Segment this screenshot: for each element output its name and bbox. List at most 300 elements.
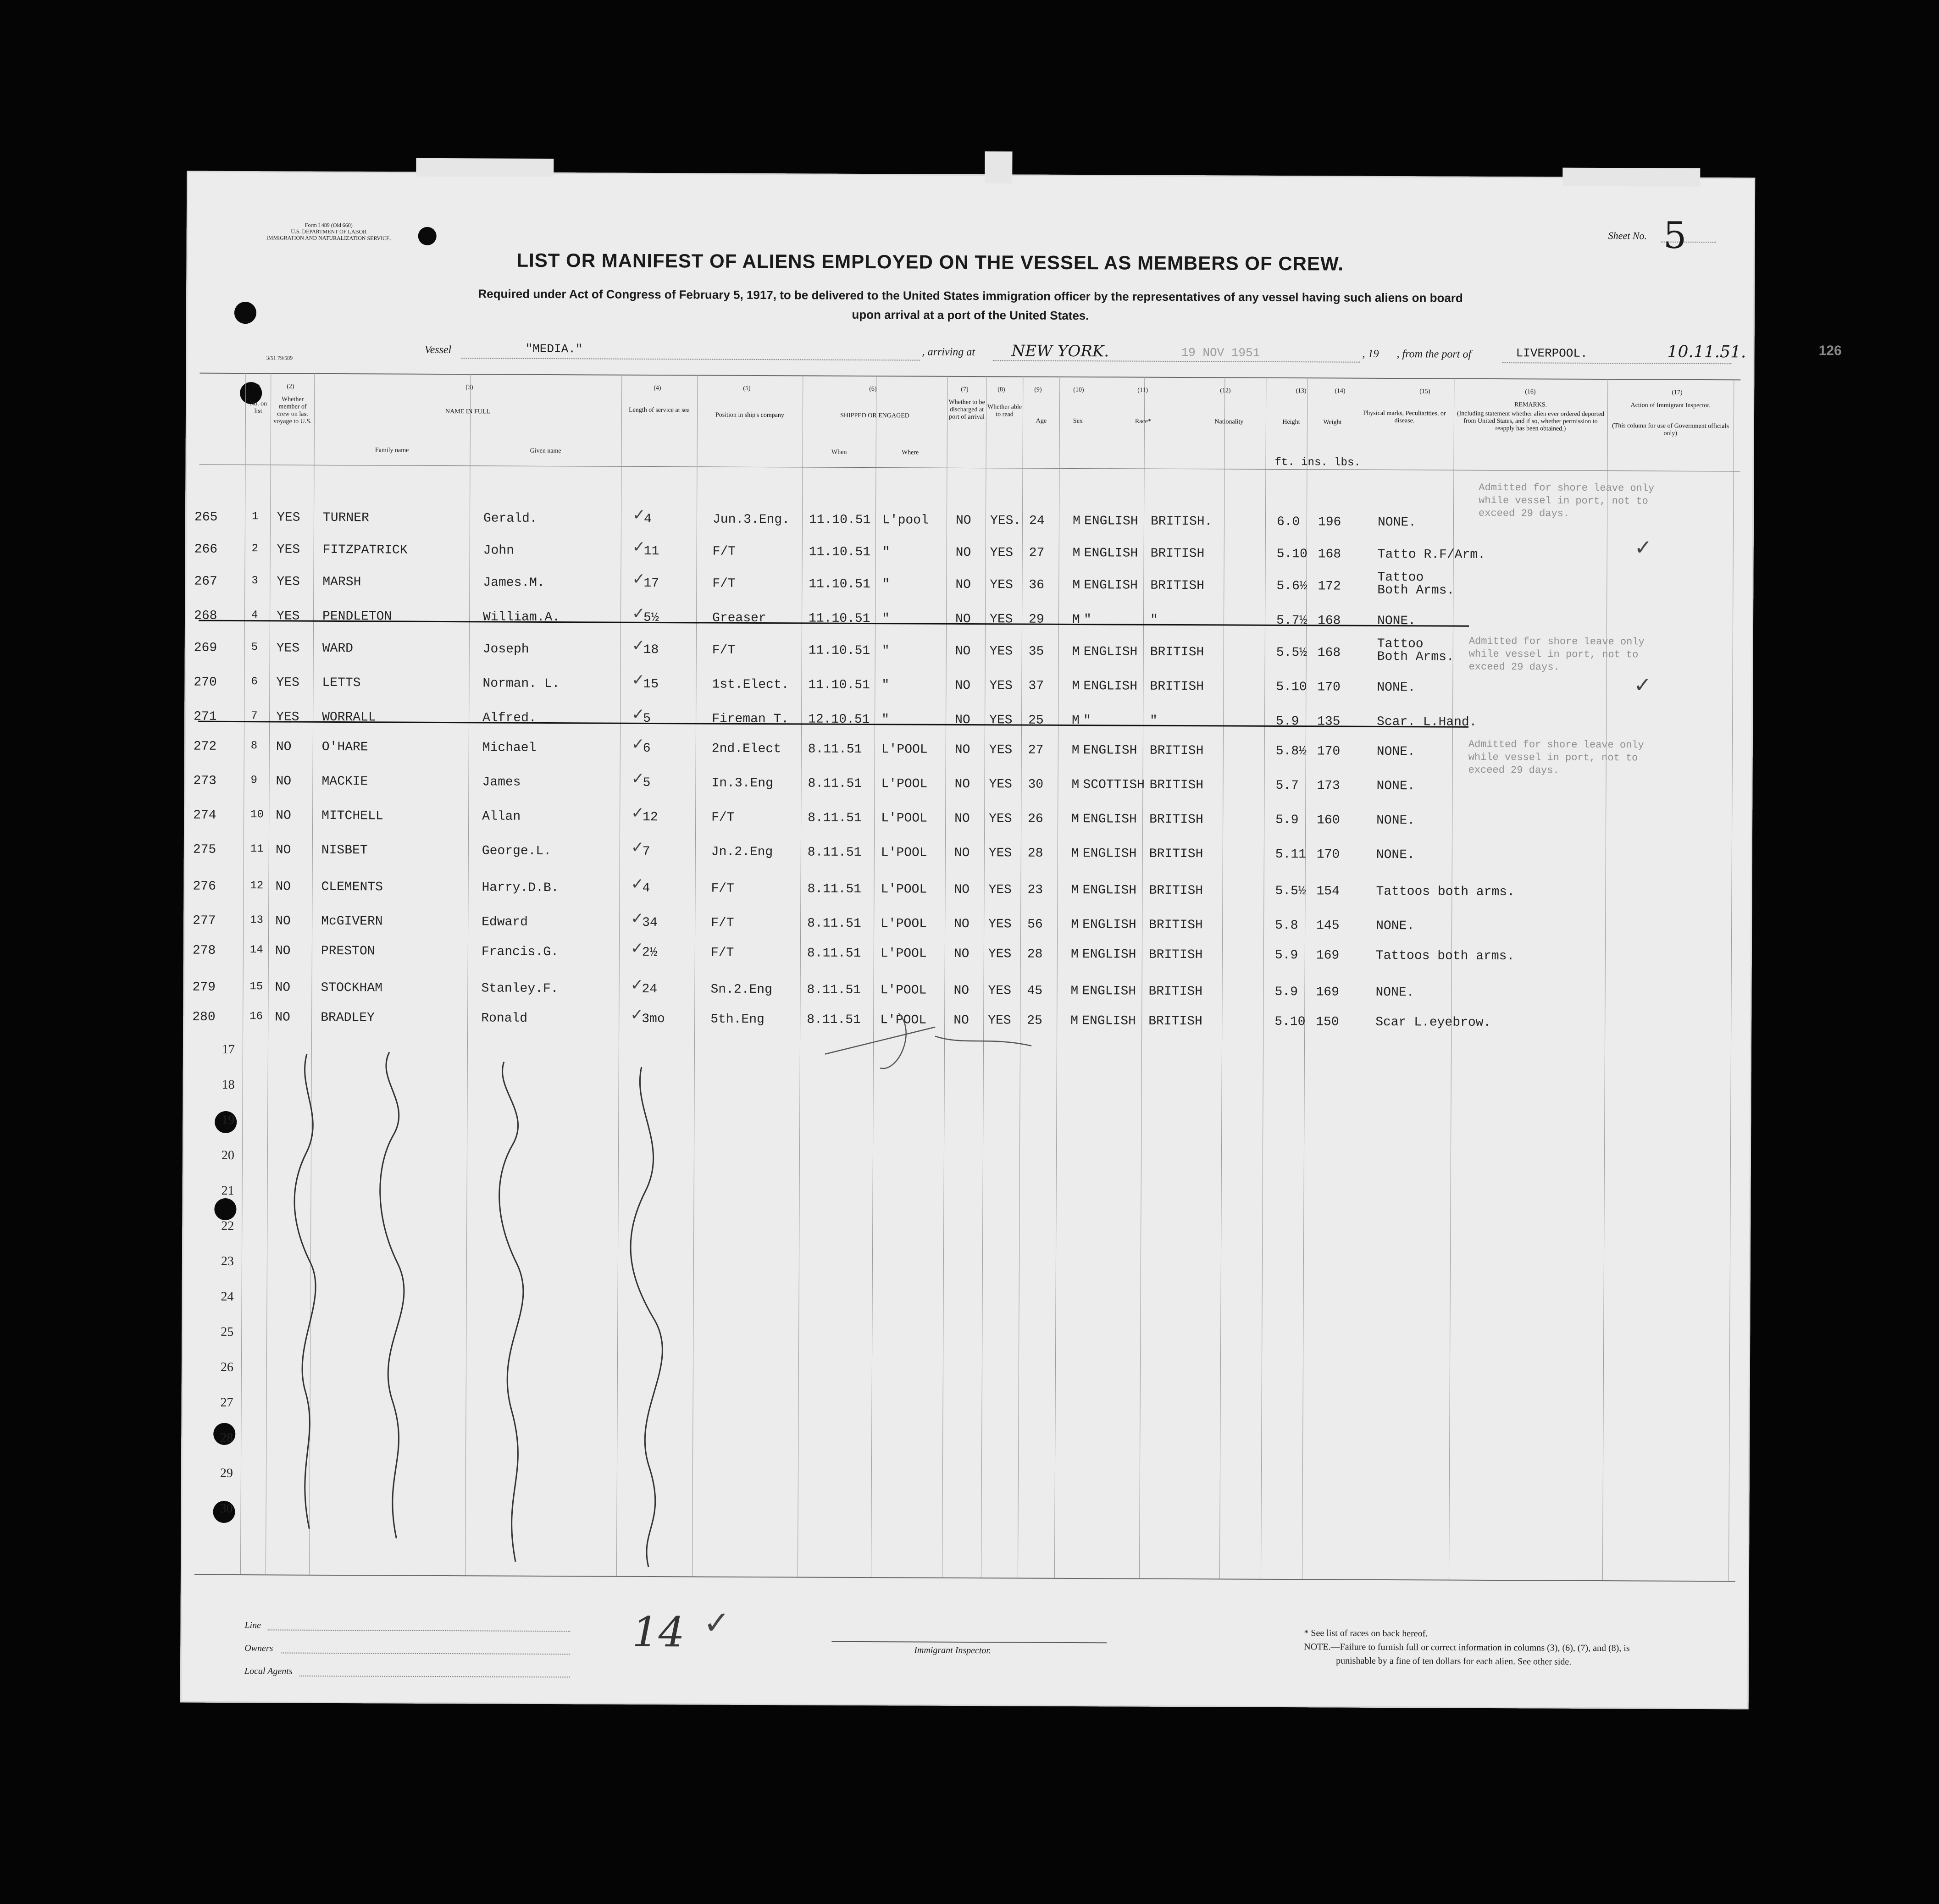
empty-row-number: 26 <box>220 1360 233 1375</box>
service-check-mark: ✓ <box>632 537 646 556</box>
cell-nat: BRITISH <box>1148 984 1203 999</box>
cell-given: Allan <box>482 809 521 824</box>
cell-weight: 196 <box>1318 515 1341 530</box>
cell-position: F/T <box>711 916 734 930</box>
cell-family: MACKIE <box>321 774 368 789</box>
cell-when: 8.11.51 <box>807 946 861 961</box>
cell-last: YES <box>277 542 300 557</box>
cell-line: 279 <box>192 980 216 995</box>
manifest-subtitle: Required under Act of Congress of February 5, 1917, to be delivered to the United States immigration officer by the representatives of any vessel having such aliens on board <box>478 287 1463 305</box>
cell-when: 11.10.51 <box>809 513 871 528</box>
col-4-label: Length of service at sea <box>629 406 690 414</box>
cell-race: ENGLISH <box>1082 1014 1136 1029</box>
cell-position: Greaser <box>712 611 766 626</box>
cell-read: YES <box>989 713 1013 728</box>
cell-position: F/T <box>712 643 736 658</box>
cell-no: 1 <box>251 510 259 523</box>
cell-line: 267 <box>194 574 217 589</box>
cell-given: Harry.D.B. <box>482 880 559 896</box>
cell-weight: 150 <box>1316 1015 1339 1029</box>
cell-last: NO <box>276 774 292 789</box>
cell-read: YES <box>988 984 1012 998</box>
cell-read: YES <box>989 612 1013 627</box>
cell-disch: NO <box>955 513 971 528</box>
cell-given: James <box>482 775 521 790</box>
handwriting-overlay <box>180 171 1756 1710</box>
cell-disch: NO <box>955 678 971 693</box>
cell-last: NO <box>275 843 291 858</box>
col-15-num: (15) <box>1419 388 1430 395</box>
remark-shore-leave: Admitted for shore leave only while vessel in port, not to exceed 29 days. <box>1468 738 1644 776</box>
cell-age: 56 <box>1027 917 1043 932</box>
cell-height: 5.8 <box>1275 918 1298 933</box>
col-11-num: (11) <box>1137 387 1148 394</box>
cell-last: YES <box>276 609 300 624</box>
cell-race: ENGLISH <box>1083 645 1138 659</box>
cell-when: 11.10.51 <box>809 577 870 592</box>
cell-race: ENGLISH <box>1084 578 1138 593</box>
cell-service: 34 <box>642 915 658 930</box>
cell-no: 10 <box>250 808 264 821</box>
cell-weight: 170 <box>1317 680 1341 695</box>
cell-race: ENGLISH <box>1083 812 1137 827</box>
cell-line: 270 <box>194 675 217 690</box>
empty-row-number: 30 <box>220 1501 233 1516</box>
cell-when: 8.11.51 <box>808 776 862 791</box>
cell-where: L'POOL <box>880 1013 927 1028</box>
cell-position: 5th.Eng <box>710 1012 765 1027</box>
cell-race: ENGLISH <box>1084 514 1138 529</box>
cell-where: " <box>881 678 890 693</box>
empty-row-number: 28 <box>220 1430 233 1445</box>
cell-age: 30 <box>1028 777 1044 792</box>
cell-height: 5.9 <box>1274 985 1298 1000</box>
cell-family: O'HARE <box>321 740 368 755</box>
cell-last: NO <box>276 740 292 754</box>
handwritten-count: 14 <box>632 1608 685 1657</box>
cell-marks: Tattoo Both Arms. <box>1377 637 1454 664</box>
sheet-number: 5 <box>1663 214 1687 257</box>
col-11-label: Race* <box>1135 418 1151 425</box>
service-check-mark: ✓ <box>631 875 644 893</box>
empty-row-number: 23 <box>221 1254 234 1269</box>
cell-line: 277 <box>193 913 216 928</box>
cell-marks: NONE. <box>1375 985 1414 1000</box>
cell-race: " <box>1083 714 1091 728</box>
cell-last: NO <box>275 914 291 929</box>
col-12-label: Nationality <box>1214 418 1244 426</box>
col-13-label: Height <box>1282 418 1300 426</box>
inspector-label: Immigrant Inspector. <box>914 1645 992 1656</box>
cell-race: ENGLISH <box>1083 743 1137 758</box>
cell-no: 3 <box>251 575 258 587</box>
cell-service: 2½ <box>642 945 658 960</box>
cell-sex: M <box>1070 947 1079 962</box>
col-5-label: Position in ship's company <box>715 411 784 419</box>
cell-age: 45 <box>1027 984 1043 998</box>
cell-marks: Tattoo Both Arms. <box>1377 570 1455 598</box>
cell-where: L'POOL <box>881 882 927 897</box>
cell-service: 4 <box>643 512 652 526</box>
manifest-subtitle-2: upon arrival at a port of the United States. <box>852 307 1089 323</box>
service-check-mark: ✓ <box>631 909 644 928</box>
cell-nat: BRITISH <box>1148 947 1203 963</box>
cell-read: YES <box>988 846 1012 861</box>
cell-where: " <box>881 644 890 659</box>
cell-race: ENGLISH <box>1084 546 1138 561</box>
cell-no: 13 <box>250 914 264 927</box>
cell-position: 2nd.Elect <box>711 742 781 757</box>
cell-height: 5.9 <box>1276 714 1299 729</box>
cell-height: 5.6½ <box>1276 579 1307 594</box>
cell-where: " <box>882 545 890 560</box>
cell-sex: M <box>1071 777 1080 792</box>
cell-race: " <box>1083 613 1091 627</box>
cell-position: Jn.2.Eng <box>711 845 773 860</box>
cell-position: F/T <box>711 881 734 896</box>
cell-nat: BRITISH <box>1149 778 1204 793</box>
cell-age: 29 <box>1028 612 1044 627</box>
cell-where: L'POOL <box>881 811 928 826</box>
remark-shore-leave: Admitted for shore leave only while vessel in port, not to exceed 29 days. <box>1468 635 1645 673</box>
col-12-num: (12) <box>1220 387 1231 394</box>
cell-no: 2 <box>251 542 259 555</box>
col-17-label: Action of Immigrant Inspector. <box>1630 402 1711 410</box>
form-code: 3/51 79/589 <box>266 354 293 361</box>
col-17-num: (17) <box>1672 389 1683 396</box>
cell-weight: 160 <box>1317 813 1340 828</box>
cell-family: NISBET <box>321 843 368 858</box>
cell-weight: 168 <box>1317 614 1341 628</box>
cell-line: 275 <box>193 842 216 857</box>
cell-age: 27 <box>1028 743 1044 758</box>
cell-height: 5.10 <box>1274 1014 1306 1029</box>
cell-given: Ronald <box>481 1011 528 1026</box>
empty-row-number: 25 <box>221 1324 234 1339</box>
cell-service: 12 <box>643 810 658 825</box>
cell-given: Edward <box>482 915 528 930</box>
cell-service: 5 <box>643 711 651 726</box>
service-check-mark: ✓ <box>632 570 646 588</box>
family-name-head: Family name <box>375 447 409 454</box>
remarks-note: (Including statement whether alien ever ordered deported from United States, and if so, whether permission to reapply has been obtained.) <box>1457 410 1605 432</box>
cell-disch: NO <box>953 983 970 998</box>
cell-sex: M <box>1072 713 1080 728</box>
cell-family: TURNER <box>322 510 369 526</box>
cell-line: 269 <box>194 641 217 655</box>
cell-sex: M <box>1070 1013 1079 1029</box>
empty-row-number: 18 <box>222 1077 235 1092</box>
cell-no: 8 <box>250 740 258 753</box>
cell-read: YES <box>988 947 1012 962</box>
cell-sex: M <box>1072 546 1080 561</box>
corner-number: 126 <box>1818 343 1842 359</box>
cell-where: " <box>881 612 890 626</box>
cell-no: 11 <box>250 843 264 856</box>
cell-no: 7 <box>251 710 258 723</box>
cell-line: 268 <box>194 609 217 623</box>
cell-no: 4 <box>251 609 258 622</box>
cell-nat: BRITISH <box>1150 679 1204 694</box>
cell-age: 35 <box>1028 644 1044 659</box>
cell-where: " <box>882 577 890 592</box>
cell-nat: BRITISH <box>1150 546 1205 561</box>
cell-disch: NO <box>954 811 970 826</box>
cell-where: L'POOL <box>881 846 927 860</box>
remark-shore-leave: Admitted for shore leave only while vessel in port, not to exceed 29 days. <box>1479 482 1655 520</box>
form-service: IMMIGRATION AND NATURALIZATION SERVICE. <box>266 234 391 242</box>
col-14-label: Weight <box>1323 419 1342 426</box>
cell-marks: Tattoos both arms. <box>1375 948 1515 964</box>
sheet-label: Sheet No. <box>1608 230 1647 242</box>
cell-last: NO <box>276 808 291 823</box>
cell-race: ENGLISH <box>1082 984 1136 999</box>
cell-family: WARD <box>322 641 354 656</box>
cell-line: 274 <box>193 808 216 823</box>
service-check-mark: ✓ <box>630 939 644 958</box>
cell-marks: NONE. <box>1376 744 1415 759</box>
cell-line: 265 <box>194 510 218 525</box>
cell-position: F/T <box>712 576 736 591</box>
cell-weight: 168 <box>1317 646 1341 660</box>
cell-last: YES <box>277 575 300 589</box>
cell-read: YES <box>989 644 1013 659</box>
cell-given: Joseph <box>482 642 529 657</box>
cell-given: Alfred. <box>482 711 537 725</box>
col-16-label: REMARKS. <box>1514 401 1547 409</box>
cell-sex: M <box>1072 578 1080 593</box>
cell-height: 5.10 <box>1276 680 1307 695</box>
cell-disch: NO <box>954 917 970 932</box>
cell-no: 14 <box>249 944 263 957</box>
col-10-label: Sex <box>1073 417 1083 425</box>
cell-age: 26 <box>1028 812 1043 826</box>
service-check-mark: ✓ <box>632 705 645 724</box>
cell-position: F/T <box>711 810 735 825</box>
cell-weight: 170 <box>1316 847 1340 862</box>
from-label: , from the port of <box>1396 348 1472 360</box>
cell-when: 11.10.51 <box>808 611 870 626</box>
cell-no: 6 <box>251 675 258 688</box>
cell-nat: BRITISH <box>1149 918 1203 933</box>
cell-position: F/T <box>712 544 736 559</box>
cell-last: NO <box>275 1010 290 1025</box>
where-head: Where <box>901 449 919 456</box>
cell-given: George.L. <box>482 844 552 859</box>
empty-row-number: 27 <box>220 1395 233 1410</box>
cell-service: 15 <box>643 677 659 692</box>
empty-row-number: 17 <box>222 1042 235 1057</box>
line-label: Line <box>244 1620 261 1631</box>
from-port: LIVERPOOL. <box>1516 346 1588 360</box>
cell-disch: NO <box>955 545 971 560</box>
cell-last: YES <box>276 675 299 690</box>
cell-disch: NO <box>954 846 970 861</box>
form-dept: U.S. DEPARTMENT OF LABOR <box>291 228 367 235</box>
cell-nat: BRITISH <box>1149 847 1203 862</box>
cell-marks: NONE. <box>1376 847 1415 863</box>
cell-line: 276 <box>193 879 216 894</box>
cell-marks: NONE. <box>1377 680 1416 695</box>
cell-line: 271 <box>194 709 217 724</box>
cell-position: Jun.3.Eng. <box>712 512 790 527</box>
cell-marks: NONE. <box>1376 813 1415 828</box>
cell-family: MARSH <box>322 575 361 590</box>
cell-position: 1st.Elect. <box>712 677 789 692</box>
cell-nat: BRITISH <box>1150 578 1205 593</box>
cell-marks: Scar L.eyebrow. <box>1375 1015 1491 1030</box>
cell-position: In.3.Eng <box>711 776 773 791</box>
col-14-num: (14) <box>1335 387 1346 395</box>
cell-age: 23 <box>1027 883 1043 897</box>
cell-weight: 169 <box>1316 948 1340 963</box>
cell-read: YES <box>989 679 1013 693</box>
col-3-num: (3) <box>465 384 473 391</box>
cell-race: ENGLISH <box>1082 918 1136 932</box>
col-8-num: (8) <box>997 386 1005 393</box>
cell-last: YES <box>276 641 300 656</box>
cell-height: 5.10 <box>1276 547 1307 562</box>
cell-sex: M <box>1071 883 1079 898</box>
empty-row-number: 29 <box>220 1466 233 1481</box>
cell-line: 273 <box>193 774 216 788</box>
cell-age: 25 <box>1028 713 1044 728</box>
cell-when: 8.11.51 <box>807 983 861 997</box>
service-check-mark: ✓ <box>630 975 644 994</box>
cell-last: YES <box>277 510 300 525</box>
cell-where: L'POOL <box>881 777 928 791</box>
cell-read: YES <box>989 812 1012 826</box>
cell-disch: NO <box>955 644 971 659</box>
year-label: , 19 <box>1362 348 1379 360</box>
cell-weight: 154 <box>1316 884 1340 899</box>
cell-service: 5½ <box>643 610 659 625</box>
cell-where: L'pool <box>882 513 929 528</box>
cell-nat: BRITISH <box>1149 812 1203 827</box>
col-5-num: (5) <box>743 385 751 392</box>
cell-service: 5 <box>643 775 651 790</box>
cell-given: John <box>483 543 514 558</box>
cell-line: 280 <box>192 1010 216 1024</box>
cell-race: ENGLISH <box>1082 847 1137 861</box>
cell-height: 5.9 <box>1275 813 1299 828</box>
owners-label: Owners <box>244 1643 273 1654</box>
cell-family: McGIVERN <box>321 914 383 929</box>
cell-read: YES <box>989 743 1013 758</box>
cell-service: 6 <box>643 741 651 756</box>
cell-given: Norman. L. <box>482 676 560 692</box>
col-3-label: NAME IN FULL <box>445 408 491 415</box>
cell-family: FITZPATRICK <box>322 542 408 558</box>
cell-given: James.M. <box>483 576 545 590</box>
cell-family: CLEMENTS <box>321 880 383 895</box>
cell-marks: NONE. <box>1377 614 1416 629</box>
count-check-mark: ✓ <box>703 1604 731 1642</box>
cell-sex: M <box>1072 514 1080 529</box>
cell-when: 8.11.51 <box>807 1013 861 1027</box>
cell-service: 3mo <box>642 1012 665 1027</box>
col-7-num: (7) <box>961 386 969 393</box>
arrival-stamp: 19 NOV 1951 <box>1181 346 1260 360</box>
units-label: ft. ins. lbs. <box>1274 456 1361 469</box>
col-4-num: (4) <box>654 385 661 392</box>
service-check-mark: ✓ <box>631 838 644 857</box>
col-6-num: (6) <box>869 386 877 393</box>
cell-position: Fireman T. <box>712 712 789 727</box>
cell-where: " <box>881 713 889 727</box>
cell-when: 8.11.51 <box>807 882 862 897</box>
races-note: * See list of races on back hereof. <box>1304 1628 1428 1639</box>
service-check-mark: ✓ <box>632 636 645 655</box>
cell-height: 5.7½ <box>1276 613 1307 628</box>
cell-service: 17 <box>643 576 659 591</box>
cell-height: 5.7 <box>1275 778 1299 793</box>
cell-disch: NO <box>953 946 970 962</box>
cell-family: BRADLEY <box>321 1010 375 1025</box>
cell-height: 6.0 <box>1276 515 1300 530</box>
cell-sex: M <box>1072 679 1080 694</box>
col-8-label: Whether able to read <box>987 404 1022 418</box>
cell-age: 25 <box>1027 1013 1042 1028</box>
cell-no: 15 <box>249 980 263 993</box>
cell-disch: NO <box>954 882 970 897</box>
col-1-num: (1) <box>252 383 260 390</box>
cell-position: F/T <box>710 946 734 960</box>
empty-row-number: 19 <box>222 1113 235 1128</box>
cell-read: YES <box>989 777 1012 792</box>
cell-where: L'POOL <box>881 742 928 757</box>
cell-marks: NONE. <box>1376 919 1415 934</box>
cell-nat: BRITISH <box>1149 883 1203 898</box>
cell-marks: Scar. L.Hand. <box>1377 714 1477 730</box>
cell-marks: NONE. <box>1377 515 1417 530</box>
cell-where: L'POOL <box>881 917 927 931</box>
cell-no: 12 <box>250 880 264 892</box>
empty-row-number: 21 <box>221 1183 234 1198</box>
cell-line: 278 <box>192 943 216 958</box>
cell-line: 266 <box>194 542 218 557</box>
cell-height: 5.8½ <box>1275 744 1307 759</box>
cell-family: LETTS <box>322 675 361 691</box>
cell-disch: NO <box>953 1013 969 1028</box>
cell-disch: NO <box>955 612 971 627</box>
cell-sex: M <box>1071 917 1079 932</box>
cell-last: YES <box>276 710 299 725</box>
cell-position: Sn.2.Eng <box>710 982 773 997</box>
col-13-num: (13) <box>1296 387 1307 395</box>
cell-weight: 173 <box>1317 779 1340 793</box>
cell-weight: 172 <box>1318 579 1341 594</box>
col-6-label: SHIPPED OR ENGAGED <box>840 412 909 420</box>
manifest-sheet <box>180 171 1842 1710</box>
cell-when: 8.11.51 <box>807 845 862 860</box>
col-2-num: (2) <box>287 383 294 390</box>
cell-age: 37 <box>1028 679 1044 693</box>
cell-last: NO <box>275 944 291 958</box>
service-check-mark: ✓ <box>632 604 645 623</box>
cell-last: NO <box>275 880 291 894</box>
cell-given: Francis.G. <box>481 945 559 960</box>
cell-read: YES <box>988 1013 1011 1028</box>
cell-weight: 135 <box>1317 714 1341 729</box>
form-number: Form I 489 (Old 660) <box>305 221 353 229</box>
cell-weight: 169 <box>1316 985 1339 1000</box>
cell-nat: BRITISH. <box>1150 514 1213 529</box>
cell-when: 11.10.51 <box>809 545 871 560</box>
cell-nat: " <box>1150 613 1158 627</box>
cell-when: 11.10.51 <box>808 678 870 693</box>
service-check-mark: ✓ <box>631 803 644 822</box>
